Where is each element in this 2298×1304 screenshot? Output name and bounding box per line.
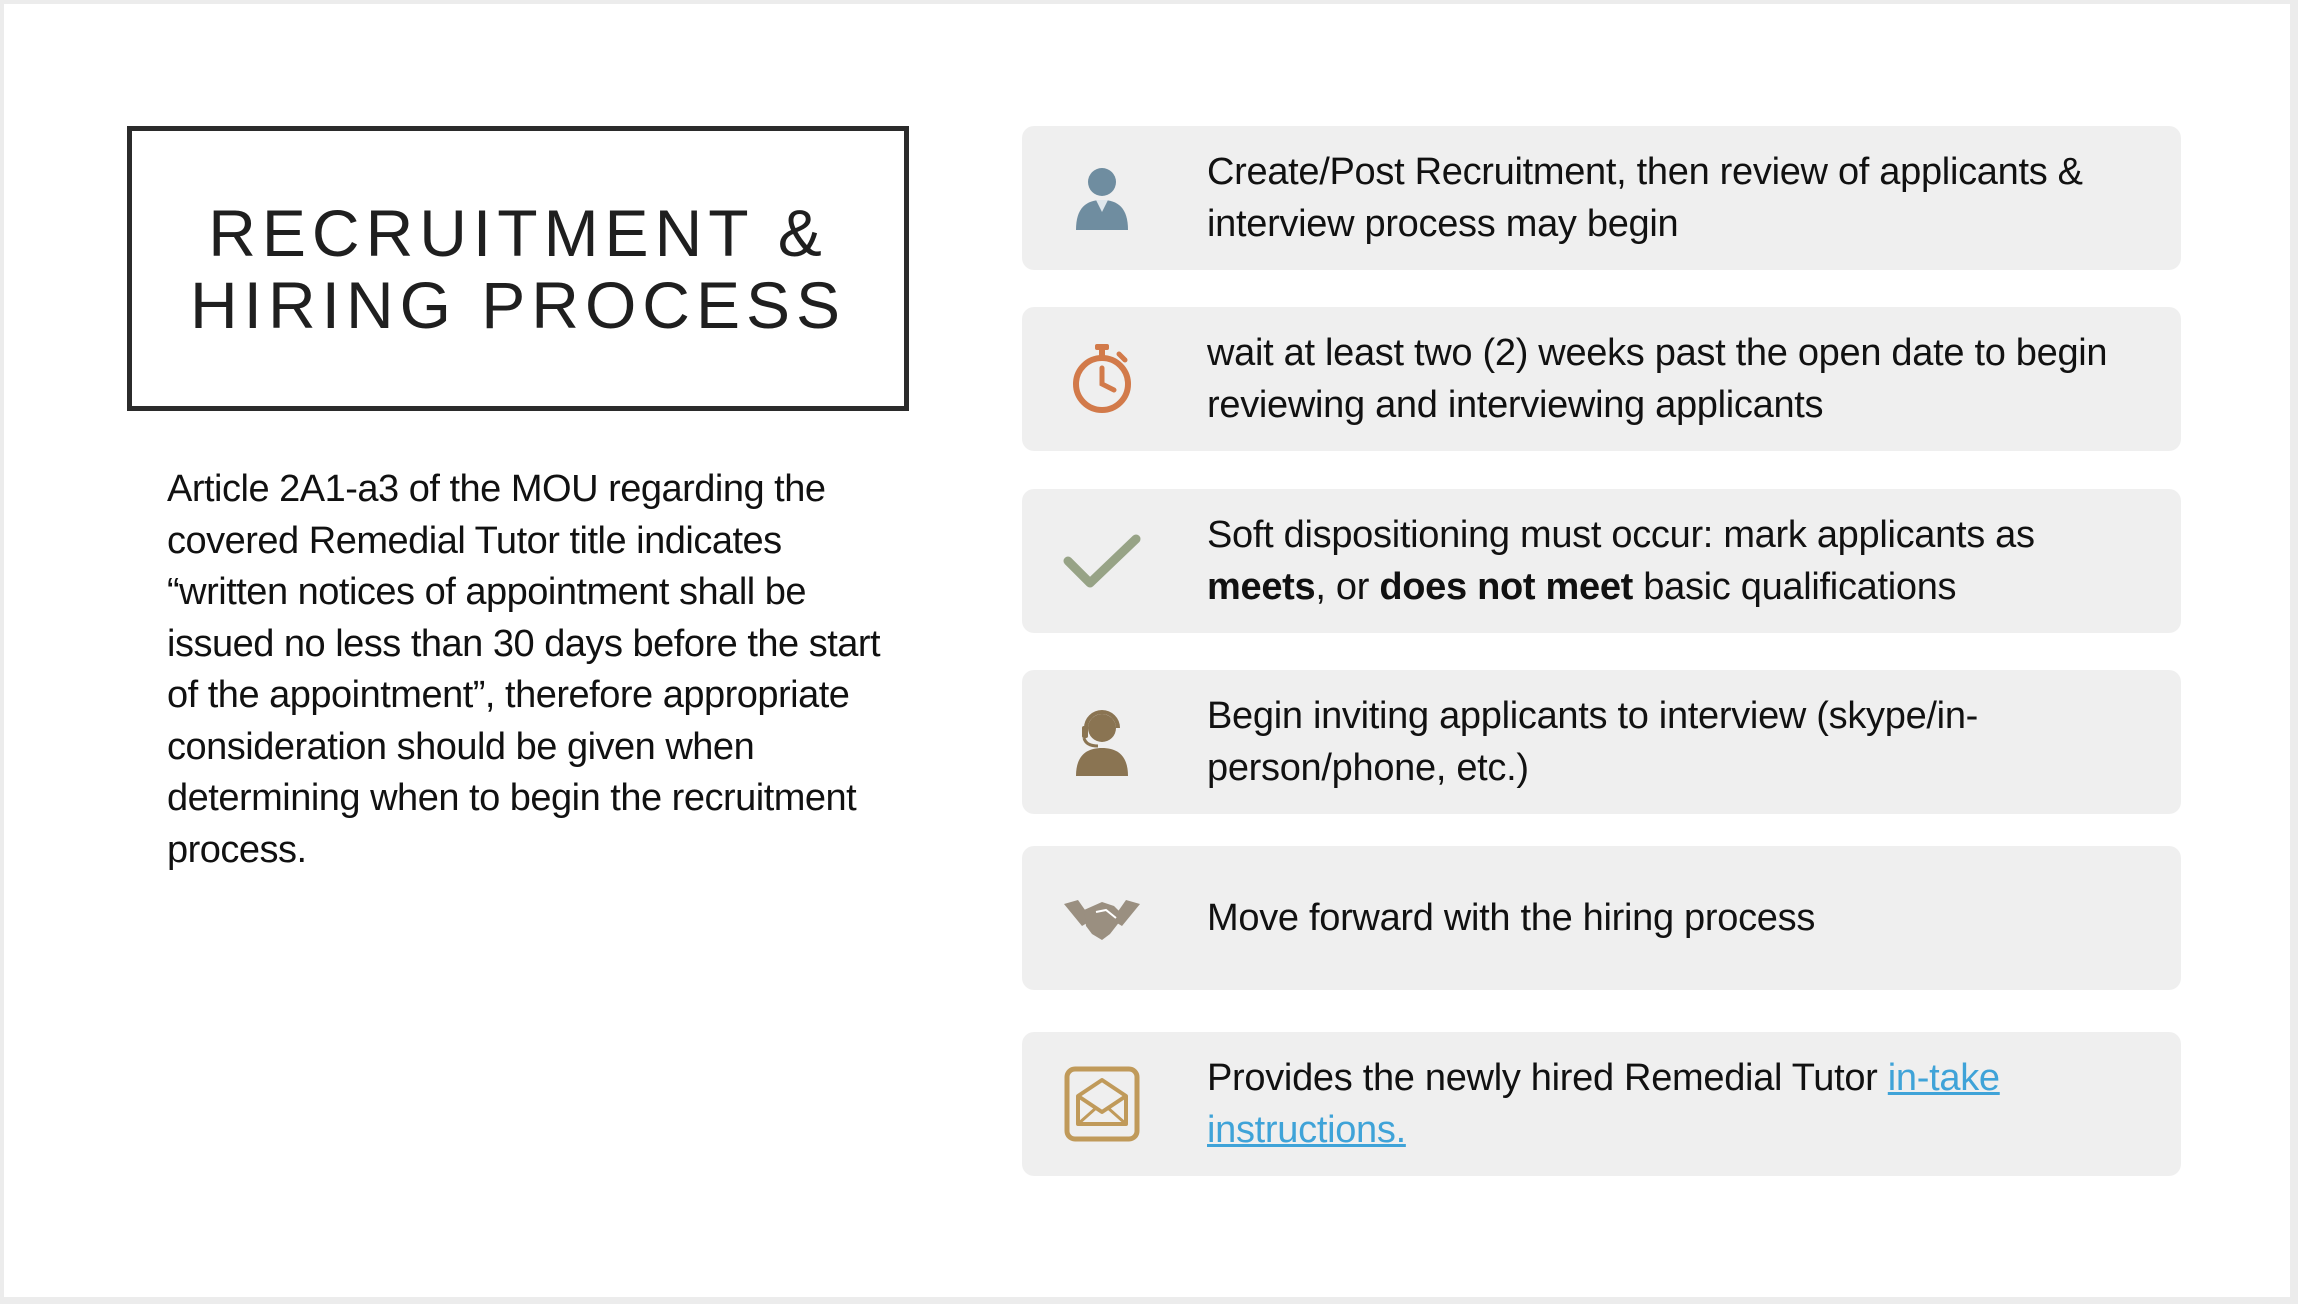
- step-wait-two-weeks: [1022, 307, 2181, 451]
- handshake-icon: [1062, 878, 1142, 958]
- open-envelope-icon: [1062, 1064, 1142, 1144]
- meets-label: meets: [1207, 566, 1316, 608]
- step-soft-dispositioning: [1022, 489, 2181, 633]
- step-text: Move forward with the hiring process: [1207, 897, 1816, 939]
- title-box: [127, 126, 909, 411]
- step-intake-instructions: [1022, 1032, 2181, 1176]
- headset-user-icon: [1062, 702, 1142, 782]
- step-move-forward-hiring: [1022, 846, 2181, 990]
- slide: [4, 4, 2290, 1297]
- title-line-2: HIRING PROCESS: [189, 267, 847, 342]
- step-text: Soft dispositioning must occur: mark applicants as meets, or does not meet basic qualifications: [1207, 514, 2035, 608]
- step-create-post-recruitment: [1022, 126, 2181, 270]
- mou-article-paragraph: Article 2A1-a3 of the MOU regarding the covered Remedial Tutor title indicates “written notices of appointment shall be issued no less than 30 days before the start of the appointment”, therefore appropriate consideration should be given when determining when to begin the recruitment process.: [167, 468, 881, 871]
- slide-title: [190, 197, 846, 341]
- intake-instructions-link[interactable]: in-take instructions.: [1207, 1057, 2000, 1151]
- does-not-meet-label: does not meet: [1379, 566, 1634, 608]
- step-text: wait at least two (2) weeks past the open date to begin reviewing and interviewing applicants: [1207, 332, 2108, 426]
- step-text: Begin inviting applicants to interview (skype/in-person/phone, etc.): [1207, 695, 1979, 789]
- step-text: Provides the newly hired Remedial Tutor in-take instructions.: [1207, 1057, 2000, 1151]
- title-line-1: RECRUITMENT &: [208, 195, 828, 270]
- step-text: Create/Post Recruitment, then review of applicants & interview process may begin: [1207, 151, 2083, 245]
- user-icon: [1062, 158, 1142, 238]
- step-invite-to-interview: [1022, 670, 2181, 814]
- stopwatch-icon: [1062, 339, 1142, 419]
- checkmark-icon: [1062, 521, 1142, 601]
